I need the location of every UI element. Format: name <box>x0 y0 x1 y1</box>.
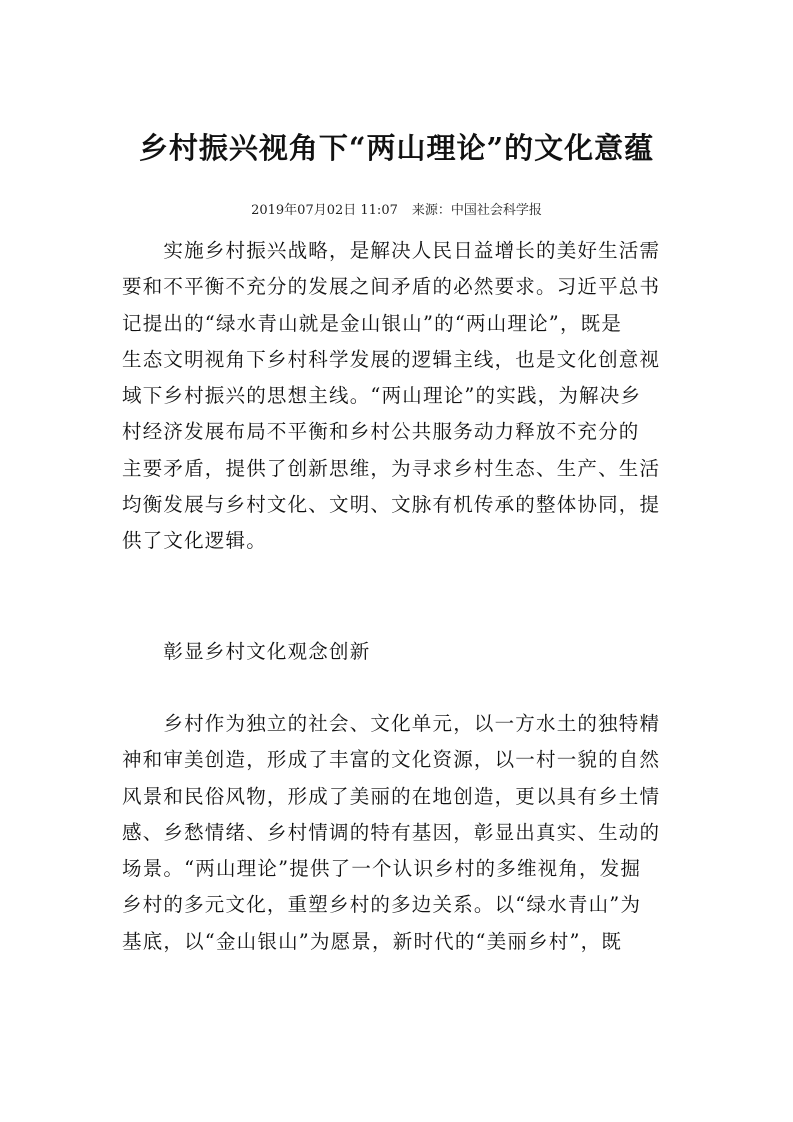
text-line: 域下乡村振兴的思想主线。“两山理论”的实践，为解决乡 <box>122 384 642 408</box>
text-line: 感、乡愁情绪、乡村情调的特有基因，彰显出真实、生动的 <box>122 820 661 844</box>
article-date: 2019年07月02日 11:07 <box>251 203 398 218</box>
text-line: 记提出的“绿水青山就是金山银山”的“两山理论”，既是 <box>122 311 623 335</box>
article-meta <box>0 201 793 221</box>
paragraph-section <box>122 706 678 960</box>
source-label: 来源： <box>411 203 451 218</box>
text-line: 实施乡村振兴战略，是解决人民日益增长的美好生活需 <box>122 239 661 262</box>
text-line: 均衡发展与乡村文化、文明、文脉有机传承的整体协同，提 <box>122 493 661 517</box>
text-line: 供了文化逻辑。 <box>122 529 267 553</box>
text-line: 生态文明视角下乡村科学发展的逻辑主线，也是文化创意视 <box>122 347 661 371</box>
article-title: 乡村振兴视角下“两山理论”的文化意蕴 <box>138 131 655 165</box>
text-line: 场景。“两山理论”提供了一个认识乡村的多维视角，发掘 <box>122 857 642 881</box>
text-line: 乡村作为独立的社会、文化单元，以一方水土的独特精 <box>122 712 661 735</box>
text-line: 基底，以“金山银山”为愿景，新时代的“美丽乡村”，既 <box>122 929 623 953</box>
article-source: 中国社会科学报 <box>450 203 542 218</box>
text-line: 要和不平衡不充分的发展之间矛盾的必然要求。习近平总书 <box>122 275 661 299</box>
text-line: 村经济发展布局不平衡和乡村公共服务动力释放不充分的 <box>122 420 640 444</box>
text-line: 神和审美创造，形成了丰富的文化资源，以一村一貌的自然 <box>122 748 661 772</box>
text-line: 风景和民俗风物，形成了美丽的在地创造，更以具有乡土情 <box>122 784 661 808</box>
text-line: 乡村的多元文化，重塑乡村的多边关系。以“绿水青山”为 <box>122 893 642 917</box>
paragraph-intro <box>122 233 678 560</box>
section-heading: 彰显乡村文化观念创新 <box>122 640 371 663</box>
text-line: 主要矛盾，提供了创新思维，为寻求乡村生态、生产、生活 <box>122 456 661 480</box>
